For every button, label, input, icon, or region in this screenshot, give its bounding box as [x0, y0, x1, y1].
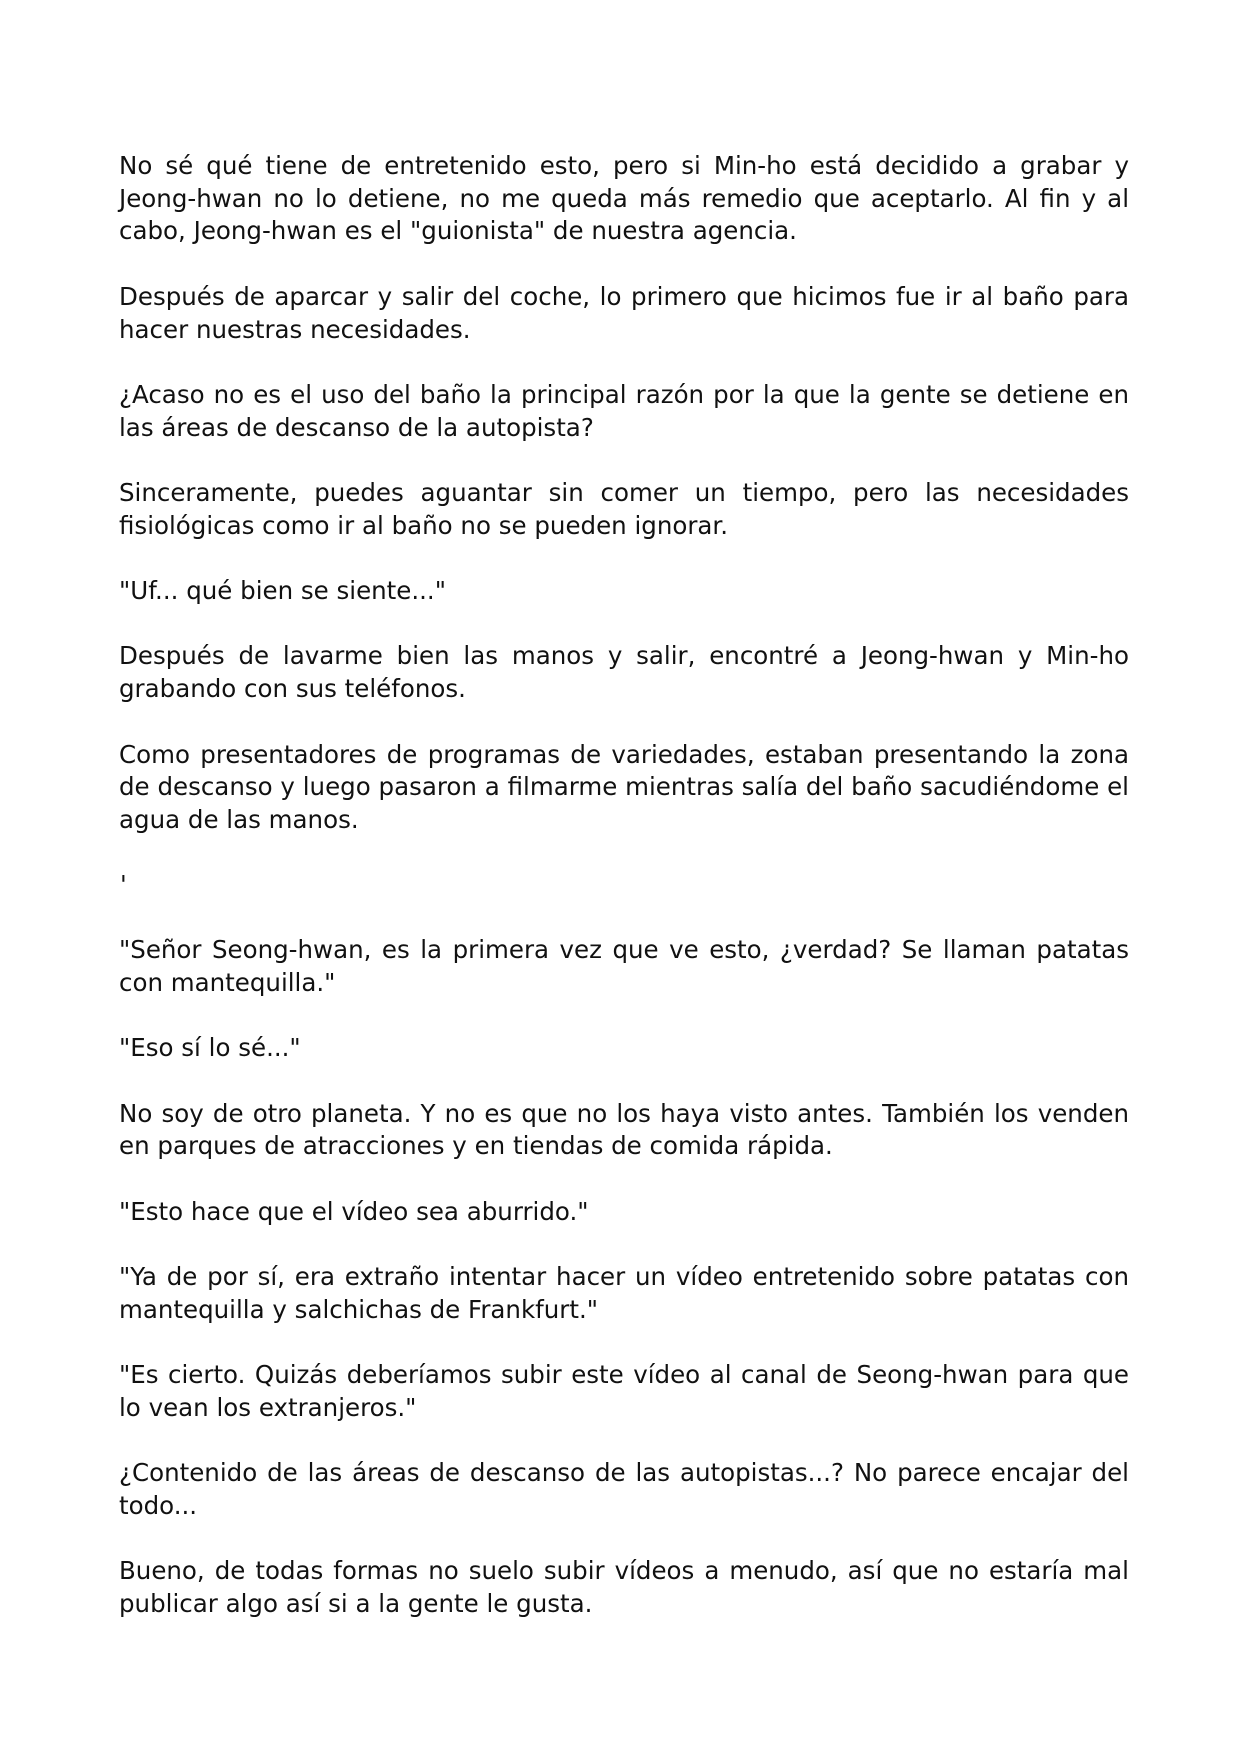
- paragraph-14: "Es cierto. Quizás deberíamos subir este vídeo al canal de Seong-hwan para que lo vean los extranjeros.": [119, 1360, 1129, 1422]
- paragraph-15: ¿Contenido de las áreas de descanso de las autopistas...? No parece encajar del todo...: [119, 1458, 1129, 1520]
- paragraph-6: Después de lavarme bien las manos y salir, encontré a Jeong-hwan y Min-ho grabando con sus teléfonos.: [119, 641, 1129, 704]
- paragraph-9: "Señor Seong-hwan, es la primera vez que ve esto, ¿verdad? Se llaman patatas con mantequilla.": [119, 935, 1129, 997]
- stray-apostrophe: ': [120, 870, 127, 900]
- paragraph-13: "Ya de por sí, era extraño intentar hacer un vídeo entretenido sobre patatas con mantequilla y salchichas de Frankfurt.": [119, 1262, 1129, 1324]
- paragraph-11: No soy de otro planeta. Y no es que no los haya visto antes. También los venden en parques de atracciones y en tiendas de comida rápida.: [119, 1098, 1129, 1161]
- paragraph-7: Como presentadores de programas de variedades, estaban presentando la zona de descanso y luego pasaron a filmarme mientras salía del baño sacudiéndome el agua de las manos.: [119, 739, 1129, 834]
- paragraph-2: Después de aparcar y salir del coche, lo primero que hicimos fue ir al baño para hacer nuestras necesidades.: [119, 281, 1129, 344]
- paragraph-5: "Uf... qué bien se siente...": [119, 576, 446, 606]
- paragraph-1: No sé qué tiene de entretenido esto, pero si Min-ho está decidido a grabar y Jeong-hwan no lo detiene, no me queda más remedio que aceptarlo. Al fin y al cabo, Jeong-hwan es el "guionista" de nuestra agencia.: [119, 151, 1129, 246]
- paragraph-4: Sinceramente, puedes aguantar sin comer un tiempo, pero las necesidades fisiológicas como ir al baño no se pueden ignorar.: [119, 477, 1129, 540]
- document-page: [119, 150, 1129, 1653]
- paragraph-16: Bueno, de todas formas no suelo subir vídeos a menudo, así que no estaría mal publicar algo así si a la gente le gusta.: [119, 1556, 1129, 1618]
- paragraph-3: ¿Acaso no es el uso del baño la principal razón por la que la gente se detiene en las áreas de descanso de la autopista?: [119, 379, 1129, 442]
- paragraph-12: "Esto hace que el vídeo sea aburrido.": [119, 1196, 589, 1226]
- paragraph-10: "Eso sí lo sé...": [119, 1033, 301, 1063]
